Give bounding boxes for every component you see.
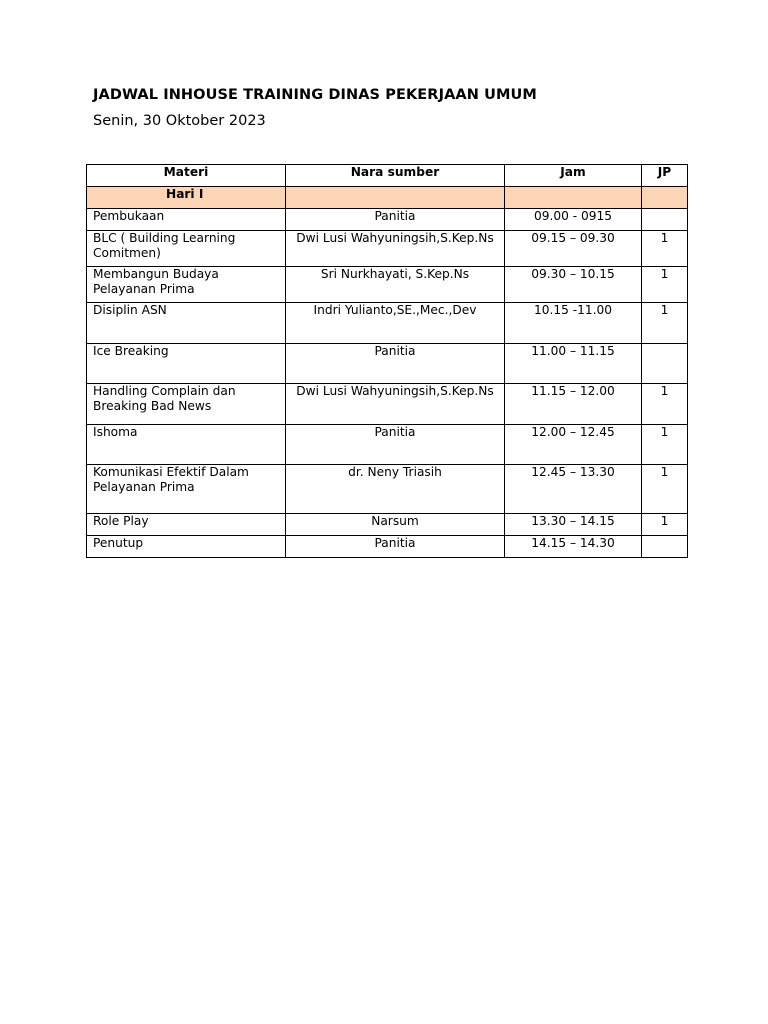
table-header-row (87, 165, 688, 187)
cell-jp: 1 (642, 267, 688, 303)
cell-jp: 1 (642, 425, 688, 465)
cell-materi: Ice Breaking (87, 344, 286, 384)
cell-materi: Membangun Budaya Pelayanan Prima (87, 267, 286, 303)
table-row (87, 344, 688, 384)
cell-jp: 1 (642, 465, 688, 514)
cell-jp (642, 536, 688, 558)
cell-nara-sumber: Narsum (286, 514, 505, 536)
cell-materi: Ishoma (87, 425, 286, 465)
table-row (87, 514, 688, 536)
cell-nara-sumber: Dwi Lusi Wahyuningsih,S.Kep.Ns (286, 231, 505, 267)
cell-nara-sumber: Panitia (286, 344, 505, 384)
schedule-table (86, 164, 688, 558)
cell-jam: 09.30 – 10.15 (505, 267, 642, 303)
cell-jp: 1 (642, 231, 688, 267)
cell-jam: 14.15 – 14.30 (505, 536, 642, 558)
table-row (87, 303, 688, 344)
cell-jam: 09.15 – 09.30 (505, 231, 642, 267)
cell-jp: 1 (642, 303, 688, 344)
cell-materi: Komunikasi Efektif Dalam Pelayanan Prima (87, 465, 286, 514)
table-row (87, 209, 688, 231)
day-label: Hari I (87, 187, 286, 209)
day-cell-empty (505, 187, 642, 209)
table-row (87, 465, 688, 514)
cell-materi: Penutup (87, 536, 286, 558)
cell-jp: 1 (642, 514, 688, 536)
cell-jam: 11.00 – 11.15 (505, 344, 642, 384)
cell-jp (642, 344, 688, 384)
header-materi: Materi (87, 165, 286, 187)
cell-jam: 13.30 – 14.15 (505, 514, 642, 536)
header-nara-sumber: Nara sumber (286, 165, 505, 187)
table-row (87, 231, 688, 267)
cell-jp (642, 209, 688, 231)
table-row (87, 536, 688, 558)
cell-jam: 12.00 – 12.45 (505, 425, 642, 465)
cell-materi: Role Play (87, 514, 286, 536)
cell-nara-sumber: Dwi Lusi Wahyuningsih,S.Kep.Ns (286, 384, 505, 425)
cell-nara-sumber: Sri Nurkhayati, S.Kep.Ns (286, 267, 505, 303)
cell-jp: 1 (642, 384, 688, 425)
cell-nara-sumber: Panitia (286, 425, 505, 465)
header-jam: Jam (505, 165, 642, 187)
cell-materi: BLC ( Building Learning Comitmen) (87, 231, 286, 267)
day-row (87, 187, 688, 209)
table-row (87, 384, 688, 425)
cell-materi: Pembukaan (87, 209, 286, 231)
cell-nara-sumber: dr. Neny Triasih (286, 465, 505, 514)
cell-nara-sumber: Indri Yulianto,SE.,Mec.,Dev (286, 303, 505, 344)
cell-jam: 11.15 – 12.00 (505, 384, 642, 425)
cell-nara-sumber: Panitia (286, 209, 505, 231)
cell-nara-sumber: Panitia (286, 536, 505, 558)
table-row (87, 425, 688, 465)
cell-jam: 12.45 – 13.30 (505, 465, 642, 514)
cell-jam: 09.00 - 0915 (505, 209, 642, 231)
document-date: Senin, 30 Oktober 2023 (93, 113, 266, 129)
day-cell-empty (642, 187, 688, 209)
cell-jam: 10.15 -11.00 (505, 303, 642, 344)
day-cell-empty (286, 187, 505, 209)
cell-materi: Handling Complain dan Breaking Bad News (87, 384, 286, 425)
header-jp: JP (642, 165, 688, 187)
table-row (87, 267, 688, 303)
cell-materi: Disiplin ASN (87, 303, 286, 344)
document-title: JADWAL INHOUSE TRAINING DINAS PEKERJAAN UMUM (93, 87, 537, 103)
